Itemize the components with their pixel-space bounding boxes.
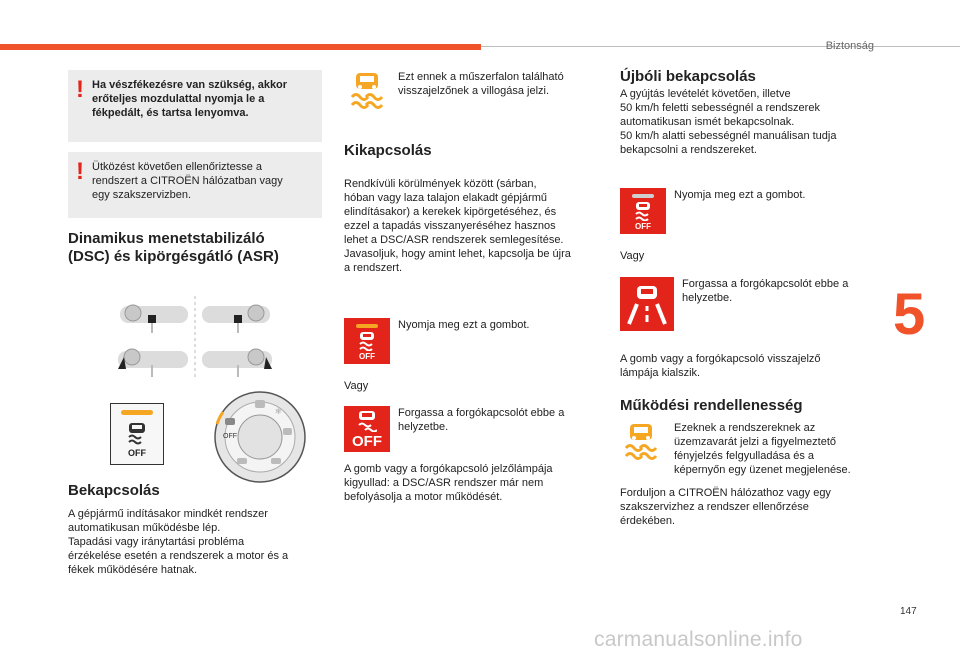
off-label: OFF bbox=[128, 448, 146, 458]
section-heading-kikapcsolas: Kikapcsolás bbox=[344, 142, 432, 159]
indicator-lamp-icon bbox=[121, 410, 153, 415]
section-heading-dsc-asr: Dinamikus menetstabilizáló (DSC) és kipörgésgátló (ASR) bbox=[68, 230, 279, 265]
paragraph-bekapcsolas: A gépjármű indításakor mindkét rendszer automatikusan működésbe lép. Tapadási vagy iránytartási probléma érzékelése esetén a rendszerek a motor és a fékek működésére hatnak. bbox=[68, 508, 289, 576]
amber-dsc-fault-icon bbox=[620, 421, 662, 463]
red-off-dial-position-tile bbox=[344, 406, 390, 452]
warning-text: Ha vészfékezésre van szükség, akkor erőteljes mozdulattal nyomja le a fékpedált, és tartsa lenyomva. bbox=[92, 79, 288, 119]
page-number: 147 bbox=[900, 606, 917, 617]
section-heading-bekapcsolas: Bekapcsolás bbox=[68, 482, 160, 499]
paragraph-on-result: A gomb vagy a forgókapcsoló visszajelző lámpája kialszik. bbox=[620, 353, 821, 379]
red-off-button-tile bbox=[344, 318, 390, 364]
caption-press-button: Nyomja meg ezt a gombot. bbox=[398, 319, 530, 331]
chapter-number: 5 bbox=[893, 282, 926, 347]
caption-rotate-dial: Forgassa a forgókapcsolót ebbe a helyzetbe. bbox=[398, 407, 565, 433]
red-normal-mode-tile bbox=[620, 277, 674, 331]
paragraph-ujboli-bekapcsolas: A gyújtás levételét követően, illetve 50 km/h feletti sebességnél a rendszerek automatikusan ismét bekapcsolnak. 50 km/h alatti sebességnél manuálisan tudja bekapcsolni a rendszereket. bbox=[620, 88, 837, 156]
indicator-lamp-icon bbox=[356, 324, 378, 328]
dial-off-label: OFF bbox=[223, 433, 237, 440]
red-off-button-tile bbox=[620, 188, 666, 234]
off-label: OFF bbox=[352, 433, 382, 450]
svg-text:❄: ❄ bbox=[275, 407, 282, 416]
off-label: OFF bbox=[359, 352, 375, 361]
header-rule bbox=[481, 46, 960, 47]
skidding-car-icon bbox=[358, 331, 376, 351]
skidding-car-icon bbox=[634, 201, 652, 221]
rotary-dial-illustration bbox=[213, 390, 307, 484]
off-label: OFF bbox=[635, 222, 651, 231]
caption-press-button: Nyomja meg ezt a gombot. bbox=[674, 189, 806, 201]
indicator-lamp-off-icon bbox=[632, 194, 654, 198]
paragraph-indicator: Ezt ennek a műszerfalon található visszajelzőnek a villogása jelzi. bbox=[398, 71, 564, 97]
skidding-car-icon bbox=[126, 421, 148, 445]
road-car-icon bbox=[625, 282, 669, 326]
paragraph-kikapcsolas: Rendkívüli körülmények között (sárban, hóban vagy laza talajon elakadt gépjármű elindításakor) a kerekek kipörgetéséhez, és ezzel a tapadás visszanyeréséhez hasznos lehet a DSC/ASR rendszerek semlegesítése. Javasoljuk, hogy amint lehet, kapcsolja be újra a rendszert. bbox=[344, 178, 571, 274]
dashboard-layout-illustration bbox=[110, 293, 280, 381]
dsc-off-button-illustration bbox=[110, 403, 164, 465]
exclamation-icon: ! bbox=[76, 158, 84, 185]
paragraph-off-result: A gomb vagy a forgókapcsoló jelzőlámpája kigyullad: a DSC/ASR rendszer már nem befolyásolja a motor működését. bbox=[344, 463, 553, 503]
paragraph-fault-action: Forduljon a CITROËN hálózathoz vagy egy szakszervizhez a rendszer ellenőrzése érdekében. bbox=[620, 487, 831, 527]
text-or: Vagy bbox=[344, 380, 369, 392]
caption-rotate-dial: Forgassa a forgókapcsolót ebbe a helyzetbe. bbox=[682, 278, 849, 304]
watermark: carmanualsonline.info bbox=[594, 628, 803, 651]
header-accent-bar bbox=[0, 44, 481, 50]
section-heading-ujboli-bekapcsolas: Újbóli bekapcsolás bbox=[620, 68, 756, 85]
skidding-car-icon bbox=[357, 410, 377, 432]
warning-box-emergency-braking bbox=[68, 70, 322, 142]
warning-box-collision bbox=[68, 152, 322, 218]
amber-dsc-warning-icon bbox=[346, 70, 388, 112]
section-heading-mukodesi-rendellenesseg: Működési rendellenesség bbox=[620, 397, 803, 414]
warning-text: Ütközést követően ellenőriztesse a rendszert a CITROËN hálózatban vagy egy szakszervizben. bbox=[92, 161, 283, 201]
section-title: Biztonság bbox=[825, 40, 874, 52]
text-or: Vagy bbox=[620, 250, 645, 262]
paragraph-fault-indicator: Ezeknek a rendszereknek az üzemzavarát jelzi a figyelmeztető fényjelzés felgyulladása és a képernyőn egy üzenet megjelenése. bbox=[674, 422, 851, 476]
exclamation-icon: ! bbox=[76, 76, 84, 103]
